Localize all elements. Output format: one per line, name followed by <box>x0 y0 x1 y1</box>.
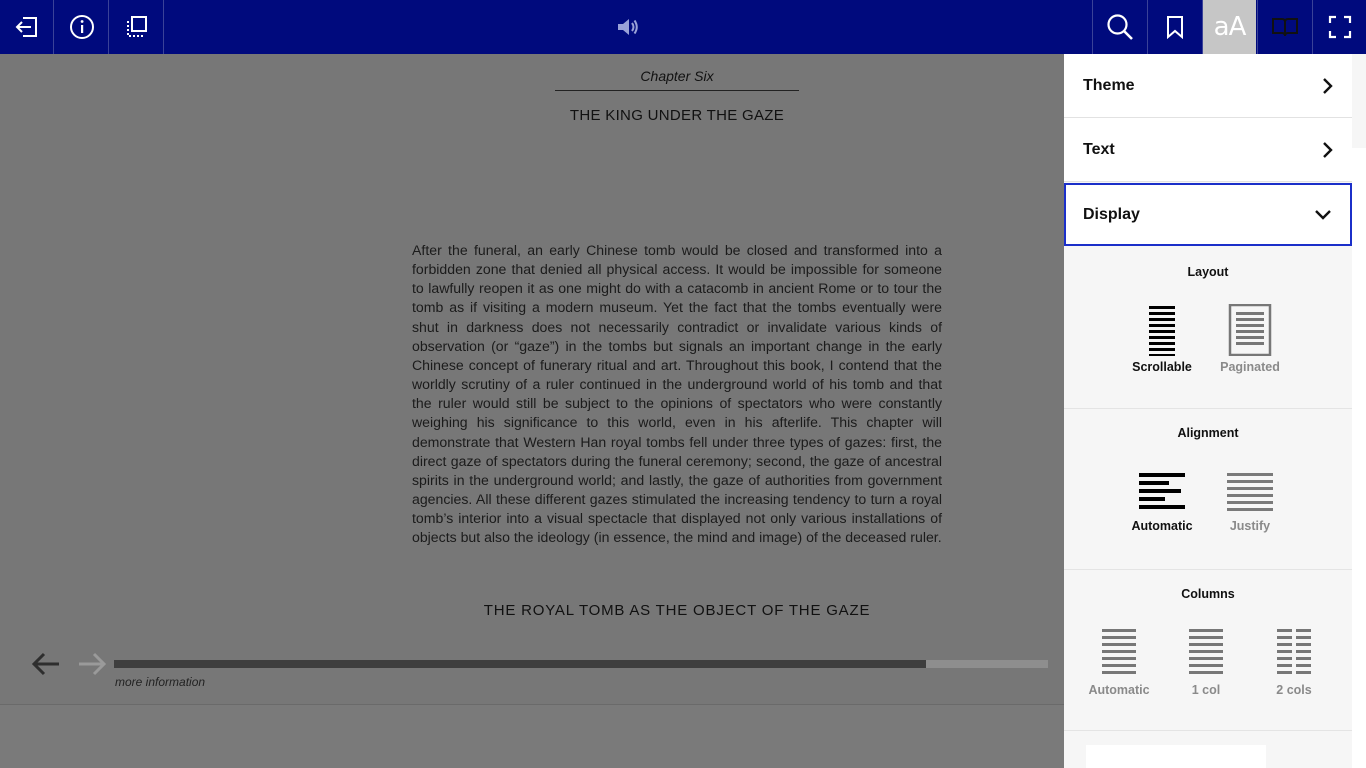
paginated-label: Paginated <box>1220 360 1280 374</box>
alignment-automatic-option[interactable] <box>1117 471 1207 533</box>
chevron-down-icon <box>1314 209 1332 221</box>
previous-page-button[interactable] <box>30 650 62 678</box>
open-book-icon <box>1271 16 1299 38</box>
speaker-icon <box>616 16 640 38</box>
fullscreen-icon <box>1328 15 1352 39</box>
search-button[interactable] <box>1092 0 1146 54</box>
read-aloud-button[interactable] <box>601 0 655 54</box>
alignment-justify-option[interactable] <box>1205 471 1295 533</box>
next-page-button[interactable] <box>76 650 108 678</box>
table-of-contents-icon <box>124 14 150 40</box>
columns-two-option[interactable] <box>1249 627 1339 697</box>
reading-progress-bar[interactable] <box>114 660 1048 668</box>
alignment-section <box>1064 409 1352 570</box>
theme-label: Theme <box>1083 76 1135 94</box>
paginated-layout-icon <box>1228 304 1272 356</box>
display-row[interactable] <box>1064 183 1352 246</box>
chapter-label: Chapter Six <box>555 68 799 91</box>
align-justify-icon <box>1226 471 1274 515</box>
columns-one-option[interactable] <box>1161 627 1251 697</box>
display-settings-panel <box>1064 54 1366 768</box>
info-icon <box>69 14 95 40</box>
arrow-right-icon <box>76 650 108 678</box>
exit-button[interactable] <box>0 0 54 54</box>
search-icon <box>1106 13 1134 41</box>
layout-heading: Layout <box>1187 265 1229 279</box>
next-section-card <box>1086 745 1266 768</box>
more-information-link[interactable]: more information <box>115 675 206 689</box>
alignment-heading: Alignment <box>1177 426 1239 440</box>
text-label: Text <box>1083 140 1115 158</box>
theme-row[interactable] <box>1064 54 1352 118</box>
columns-two-label: 2 cols <box>1276 683 1312 697</box>
layout-paginated-option[interactable] <box>1205 304 1295 374</box>
bookmark-icon <box>1165 15 1185 39</box>
chevron-right-icon <box>1322 77 1334 95</box>
exit-icon <box>14 15 40 39</box>
reading-progress-fill <box>114 660 926 668</box>
layout-scrollable-option[interactable] <box>1117 304 1207 374</box>
fullscreen-button[interactable] <box>1312 0 1366 54</box>
layout-section <box>1064 248 1352 409</box>
panel-scrollbar[interactable] <box>1352 148 1366 768</box>
info-button[interactable] <box>55 0 109 54</box>
bookmark-button[interactable] <box>1147 0 1201 54</box>
scrollable-label: Scrollable <box>1132 360 1192 374</box>
columns-one-label: 1 col <box>1191 683 1221 697</box>
chapter-title: THE KING UNDER THE GAZE <box>569 107 785 124</box>
top-toolbar <box>0 0 1366 54</box>
one-column-icon <box>1188 627 1224 679</box>
columns-heading: Columns <box>1181 587 1235 601</box>
alignment-justify-label: Justify <box>1229 519 1271 533</box>
table-of-contents-button[interactable] <box>110 0 164 54</box>
book-view-button[interactable] <box>1257 0 1311 54</box>
columns-automatic-option[interactable] <box>1074 627 1164 697</box>
alignment-automatic-label: Automatic <box>1131 519 1193 533</box>
scrollable-layout-icon <box>1148 304 1176 356</box>
two-columns-icon <box>1276 627 1312 679</box>
chevron-right-icon <box>1322 141 1334 159</box>
columns-automatic-label: Automatic <box>1088 683 1150 697</box>
columns-section <box>1064 570 1352 731</box>
display-label: Display <box>1083 205 1140 223</box>
arrow-left-icon <box>30 650 62 678</box>
columns-automatic-icon <box>1101 627 1137 679</box>
text-row[interactable] <box>1064 118 1352 182</box>
chapter-body-text: After the funeral, an early Chinese tomb would be closed and transformed into a forbidden zone that denied all physical access. It would be impossible for someone to lawfully reopen it as one might do with a catacomb in ancient Rome or to tour the tomb as if visiting a modern museum. Yet the fact that the tombs eventually were shut in darkness does not necessarily contradict or invalidate various kinds of observation (or “gaze”) in the tombs but signals an important change in the early Chinese concept of funerary ritual and art. Throughout this book, I contend that the worldly scrutiny of a ruler continued in the underground world of his tomb and that the ruler would still be subject to the opinions of spectators who were constantly weighing his significance to this world, even in his afterlife. This chapter will demonstrate that Western Han royal tombs fell under three types of gazes: first, the direct gaze of spectators during the funeral ceremony; second, the gaze of ancestral spirits in the underground world; and lastly, the gaze of authorities from government agencies. All these different gazes stimulated the increasing tendency to turn a royal tomb’s interior into a visual spectacle that displayed not only various installations of objects but also the ideology (in essence, the mind and image) of the deceased ruler. <box>412 242 942 546</box>
bottom-strip <box>0 704 1064 768</box>
text-settings-icon: aA <box>1213 12 1246 42</box>
text-settings-button[interactable] <box>1202 0 1256 54</box>
section-title: THE ROYAL TOMB AS THE OBJECT OF THE GAZE <box>483 602 871 619</box>
align-left-icon <box>1138 471 1186 515</box>
